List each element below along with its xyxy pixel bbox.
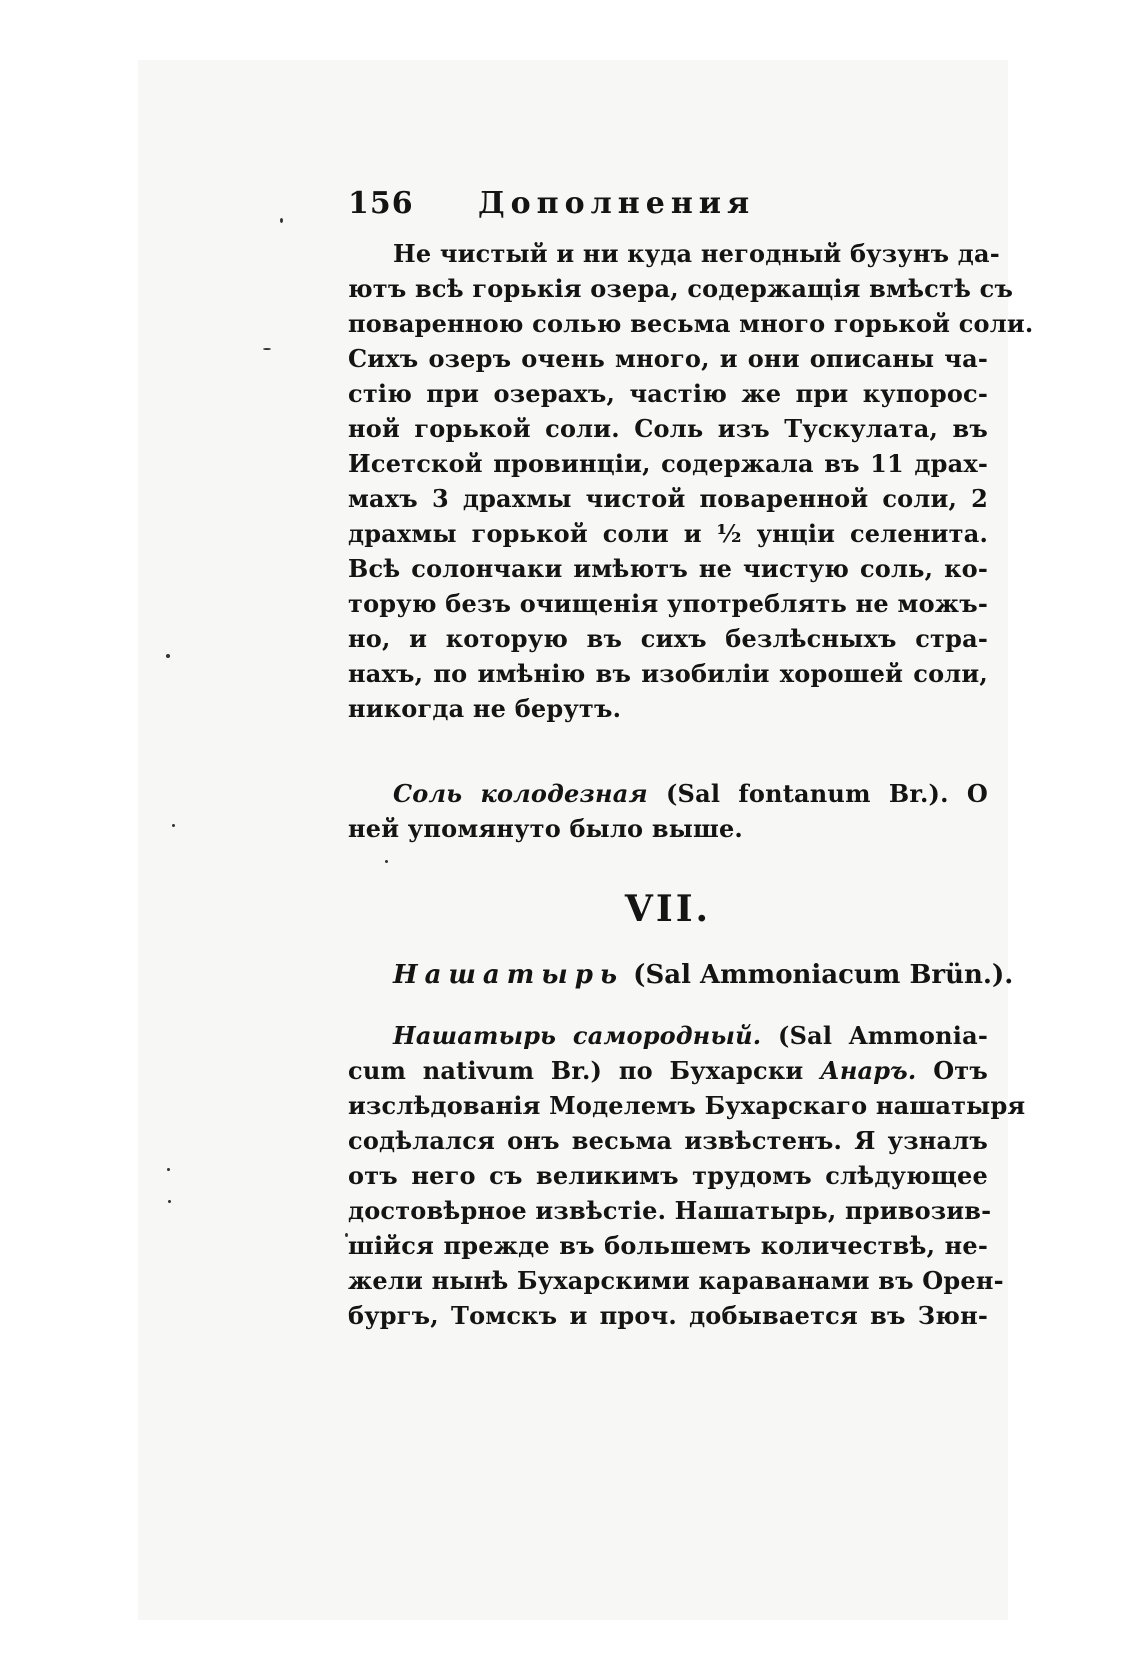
scan-speck	[385, 860, 388, 863]
text-line: драхмы горькой соли и ½ унціи селенита.	[348, 519, 988, 548]
text-fragment: (Sal Ammonia-	[778, 1021, 988, 1050]
paragraph-well-salt	[348, 776, 988, 846]
text-line: поваренною солью весьма много горькой соли.	[348, 309, 1034, 338]
text-line: бургъ, Томскъ и проч. добывается въ Зюн-	[348, 1301, 988, 1330]
scan-speck	[280, 218, 283, 223]
section-subheading	[393, 960, 1013, 990]
scan-speck	[168, 1200, 171, 1203]
text-line: но, и которую въ сихъ безлѣсныхъ стра-	[348, 624, 988, 653]
italic-term: Нашатырь самородный.	[393, 1021, 762, 1050]
italic-term: Анаръ.	[820, 1056, 917, 1085]
text-line: достовѣрное извѣстіе. Нашатырь, привозив-	[348, 1196, 992, 1225]
scan-speck	[345, 1233, 348, 1237]
text-line: Сихъ озеръ очень много, и они описаны ча-	[348, 344, 988, 373]
page-number: 156	[348, 186, 414, 221]
subheading-term: Нашатырь	[393, 960, 625, 990]
paragraph-bitter-lakes	[348, 236, 1034, 726]
text-line: стію при озерахъ, частію же при купорос-	[348, 379, 988, 408]
paragraph-native-sal-ammoniac	[348, 1018, 1026, 1333]
scan-speck	[166, 654, 170, 658]
text-line: Всѣ солончаки имѣютъ не чистую соль, ко-	[348, 554, 988, 583]
page-header	[348, 186, 988, 236]
text-line: изслѣдованія Моделемъ Бухарскаго нашатыря	[348, 1091, 1026, 1120]
italic-term: Соль колодезная	[393, 779, 648, 808]
text-line: махъ 3 драхмы чистой поваренной соли, 2	[348, 484, 988, 513]
text-line: отъ него съ великимъ трудомъ слѣдующее	[348, 1161, 988, 1190]
text-fragment: Отъ	[933, 1056, 988, 1085]
text-line: никогда не берутъ.	[348, 694, 622, 723]
text-line: жели нынѣ Бухарскими караванами въ Орен-	[348, 1266, 1004, 1295]
text-line: торую безъ очищенія употреблять не можъ-	[348, 589, 988, 618]
text-line: Не чистый и ни куда негодный бузунъ да-	[393, 239, 1000, 268]
text-line: содѣлался онъ весьма извѣстенъ. Я узналъ	[348, 1126, 988, 1155]
text-line: нахъ, по имѣнію въ изобиліи хорошей соли,	[348, 659, 988, 688]
scan-speck	[263, 348, 271, 350]
text-line: ютъ всѣ горькія озера, содержащія вмѣстѣ съ	[348, 274, 1014, 303]
text-line	[348, 1053, 988, 1088]
text-line: ной горькой соли. Соль изъ Тускулата, въ	[348, 414, 988, 443]
section-numeral: VII.	[624, 888, 712, 930]
text-line	[348, 776, 988, 811]
text-fragment: (Sal fontanum Br.). О	[665, 779, 988, 808]
scan-speck	[167, 1168, 170, 1171]
text-line: Исетской провинціи, содержала въ 11 драх-	[348, 449, 988, 478]
subheading-latin: (Sal Ammoniacum Brün.).	[633, 960, 1014, 990]
text-fragment: cum nativum Br.) по Бухарски	[348, 1056, 804, 1085]
text-line: шійся прежде въ большемъ количествѣ, не-	[348, 1231, 988, 1260]
scan-speck	[172, 824, 175, 827]
text-line: ней упомянуто было выше.	[348, 814, 743, 843]
text-line	[348, 1018, 988, 1053]
running-title: Дополнения	[478, 186, 756, 221]
